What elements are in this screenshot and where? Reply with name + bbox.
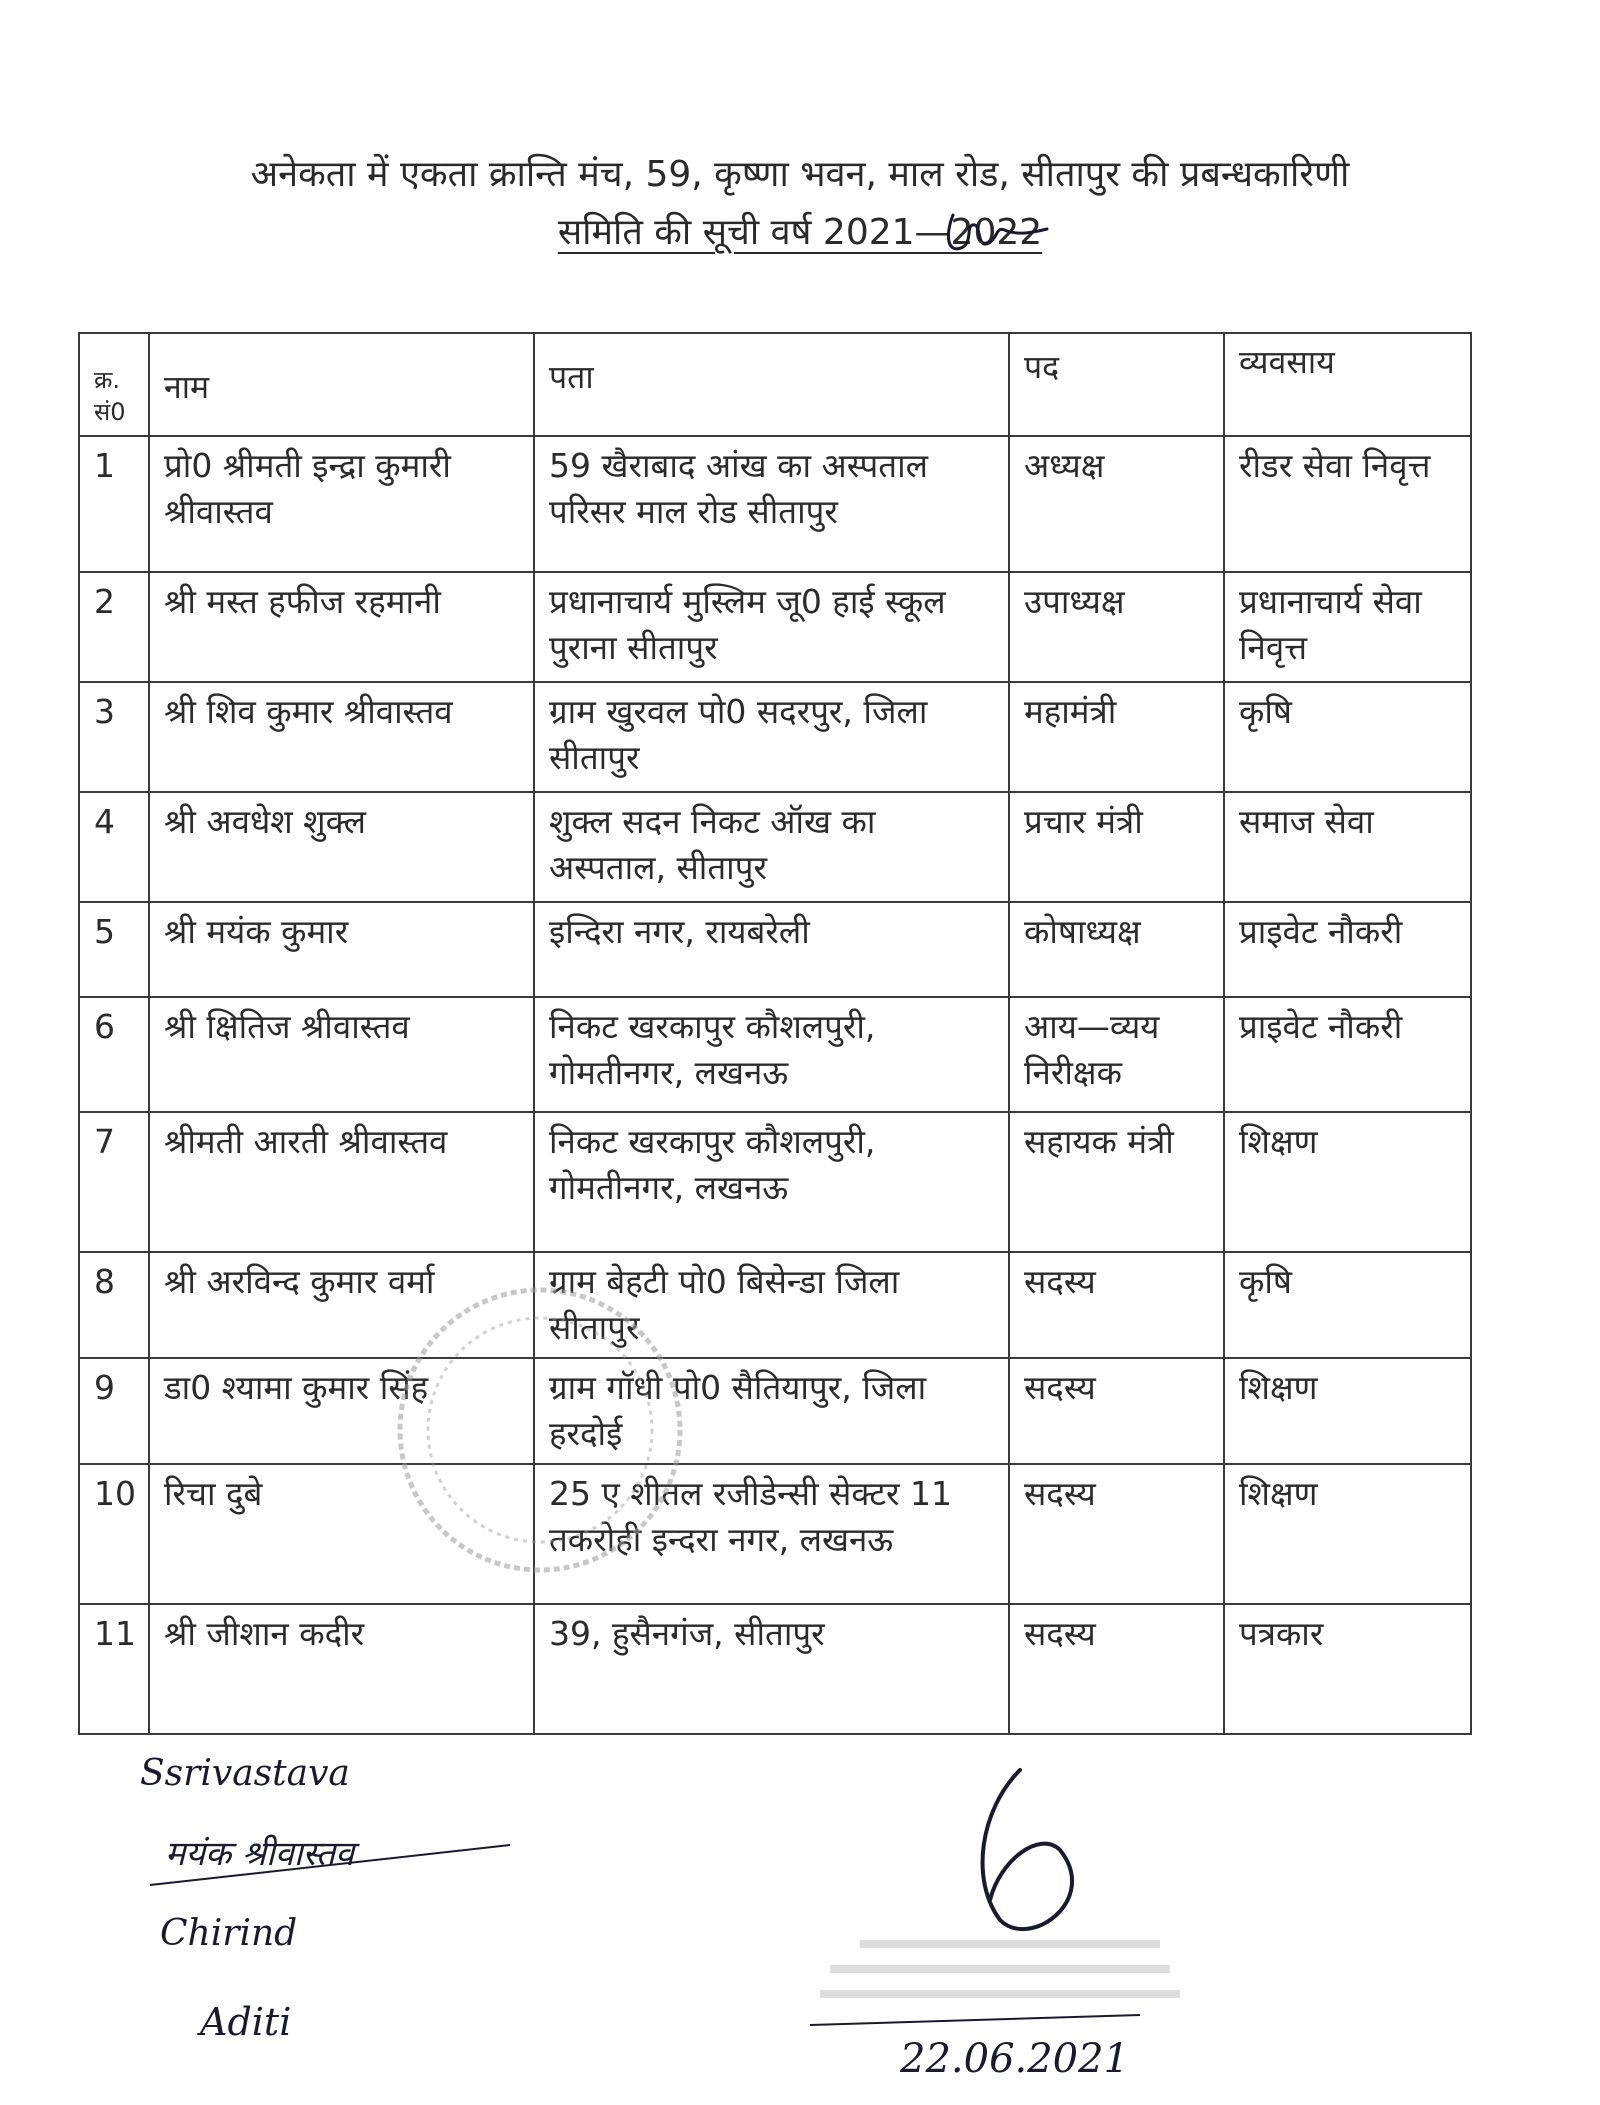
cell-serial: 5 bbox=[79, 902, 149, 997]
table-row bbox=[79, 792, 1471, 902]
cell-address: 39, हुसैनगंज, सीतापुर bbox=[534, 1604, 1009, 1734]
table-row bbox=[79, 682, 1471, 792]
table-row bbox=[79, 1112, 1471, 1252]
cell-serial: 4 bbox=[79, 792, 149, 902]
cell-serial: 8 bbox=[79, 1252, 149, 1358]
header-profession: व्यवसाय bbox=[1224, 333, 1471, 436]
document-title-line1: अनेकता में एकता क्रान्ति मंच, 59, कृष्णा भवन, माल रोड, सीतापुर की प्रबन्धकारिणी bbox=[250, 154, 1350, 195]
document-title-year: समिति की सूची वर्ष 2021—2022 bbox=[557, 212, 1043, 253]
cell-name: श्री मयंक कुमार bbox=[149, 902, 534, 997]
cell-post: सदस्य bbox=[1009, 1604, 1224, 1734]
cell-post: सदस्य bbox=[1009, 1358, 1224, 1464]
cell-address: शुक्ल सदन निकट ऑख का अस्पताल, सीतापुर bbox=[534, 792, 1009, 902]
cell-name: श्रीमती आरती श्रीवास्तव bbox=[149, 1112, 534, 1252]
cell-profession: कृषि bbox=[1224, 682, 1471, 792]
cell-post: आय—व्यय निरीक्षक bbox=[1009, 997, 1224, 1112]
cell-name: रिचा दुबे bbox=[149, 1464, 534, 1604]
cell-profession: प्राइवेट नौकरी bbox=[1224, 997, 1471, 1112]
header-serial: क्र. सं0 bbox=[79, 333, 149, 436]
cell-address: इन्दिरा नगर, रायबरेली bbox=[534, 902, 1009, 997]
table-row bbox=[79, 902, 1471, 997]
signature-4: Aditi bbox=[200, 2000, 292, 2044]
header-address: पता bbox=[534, 333, 1009, 436]
member-signatures-icon bbox=[120, 1735, 540, 2065]
cell-post: सदस्य bbox=[1009, 1252, 1224, 1358]
table-row bbox=[79, 572, 1471, 682]
official-signature-icon bbox=[800, 1750, 1220, 2080]
cell-address: प्रधानाचार्य मुस्लिम जू0 हाई स्कूल पुराना सीतापुर bbox=[534, 572, 1009, 682]
cell-profession: रीडर सेवा निवृत्त bbox=[1224, 436, 1471, 572]
cell-address: ग्राम गॉधी पो0 सैतियापुर, जिला हरदोई bbox=[534, 1358, 1009, 1464]
cell-post: महामंत्री bbox=[1009, 682, 1224, 792]
cell-profession: पत्रकार bbox=[1224, 1604, 1471, 1734]
initial-signature-icon bbox=[935, 195, 1055, 265]
cell-post: उपाध्यक्ष bbox=[1009, 572, 1224, 682]
cell-post: अध्यक्ष bbox=[1009, 436, 1224, 572]
cell-address: ग्राम बेहटी पो0 बिसेन्डा जिला सीतापुर bbox=[534, 1252, 1009, 1358]
cell-name: श्री अरविन्द कुमार वर्मा bbox=[149, 1252, 534, 1358]
cell-address: निकट खरकापुर कौशलपुरी, गोमतीनगर, लखनऊ bbox=[534, 997, 1009, 1112]
cell-profession: शिक्षण bbox=[1224, 1464, 1471, 1604]
table-row bbox=[79, 997, 1471, 1112]
cell-profession: प्राइवेट नौकरी bbox=[1224, 902, 1471, 997]
cell-name: श्री शिव कुमार श्रीवास्तव bbox=[149, 682, 534, 792]
cell-address: ग्राम खुरवल पो0 सदरपुर, जिला सीतापुर bbox=[534, 682, 1009, 792]
table-row bbox=[79, 1358, 1471, 1464]
office-stamp-icon bbox=[385, 1275, 695, 1585]
cell-post: सदस्य bbox=[1009, 1464, 1224, 1604]
cell-serial: 2 bbox=[79, 572, 149, 682]
cell-post: कोषाध्यक्ष bbox=[1009, 902, 1224, 997]
cell-serial: 7 bbox=[79, 1112, 149, 1252]
table-row bbox=[79, 1464, 1471, 1604]
cell-serial: 11 bbox=[79, 1604, 149, 1734]
signature-1: Ssrivastava bbox=[140, 1753, 350, 1794]
cell-name: प्रो0 श्रीमती इन्द्रा कुमारी श्रीवास्तव bbox=[149, 436, 534, 572]
cell-name: श्री जीशान कदीर bbox=[149, 1604, 534, 1734]
header-post: पद bbox=[1009, 333, 1224, 436]
cell-name: श्री मस्त हफीज रहमानी bbox=[149, 572, 534, 682]
cell-name: श्री क्षितिज श्रीवास्तव bbox=[149, 997, 534, 1112]
cell-name: डा0 श्यामा कुमार सिंह bbox=[149, 1358, 534, 1464]
cell-address: निकट खरकापुर कौशलपुरी, गोमतीनगर, लखनऊ bbox=[534, 1112, 1009, 1252]
cell-serial: 10 bbox=[79, 1464, 149, 1604]
cell-serial: 6 bbox=[79, 997, 149, 1112]
committee-table bbox=[78, 332, 1472, 1735]
cell-name: श्री अवधेश शुक्ल bbox=[149, 792, 534, 902]
table-row bbox=[79, 436, 1471, 572]
signature-3: Chirind bbox=[160, 1913, 298, 1954]
cell-profession: शिक्षण bbox=[1224, 1358, 1471, 1464]
cell-profession: शिक्षण bbox=[1224, 1112, 1471, 1252]
cell-post: सहायक मंत्री bbox=[1009, 1112, 1224, 1252]
table-row bbox=[79, 1252, 1471, 1358]
cell-serial: 9 bbox=[79, 1358, 149, 1464]
table-row bbox=[79, 1604, 1471, 1734]
cell-profession: कृषि bbox=[1224, 1252, 1471, 1358]
table-header-row bbox=[79, 333, 1471, 436]
cell-profession: प्रधानाचार्य सेवा निवृत्त bbox=[1224, 572, 1471, 682]
cell-address: 25 ए शीतल रजीडेन्सी सेक्टर 11 तकरोही इन्दरा नगर, लखनऊ bbox=[534, 1464, 1009, 1604]
header-name: नाम bbox=[149, 333, 534, 436]
signature-date: 22.06.2021 bbox=[900, 2036, 1130, 2080]
cell-profession: समाज सेवा bbox=[1224, 792, 1471, 902]
cell-address: 59 खैराबाद आंख का अस्पताल परिसर माल रोड सीतापुर bbox=[534, 436, 1009, 572]
cell-serial: 3 bbox=[79, 682, 149, 792]
cell-serial: 1 bbox=[79, 436, 149, 572]
signature-2: मयंक श्रीवास्तव bbox=[165, 1834, 355, 1874]
cell-post: प्रचार मंत्री bbox=[1009, 792, 1224, 902]
document-title-line2 bbox=[60, 206, 1540, 255]
